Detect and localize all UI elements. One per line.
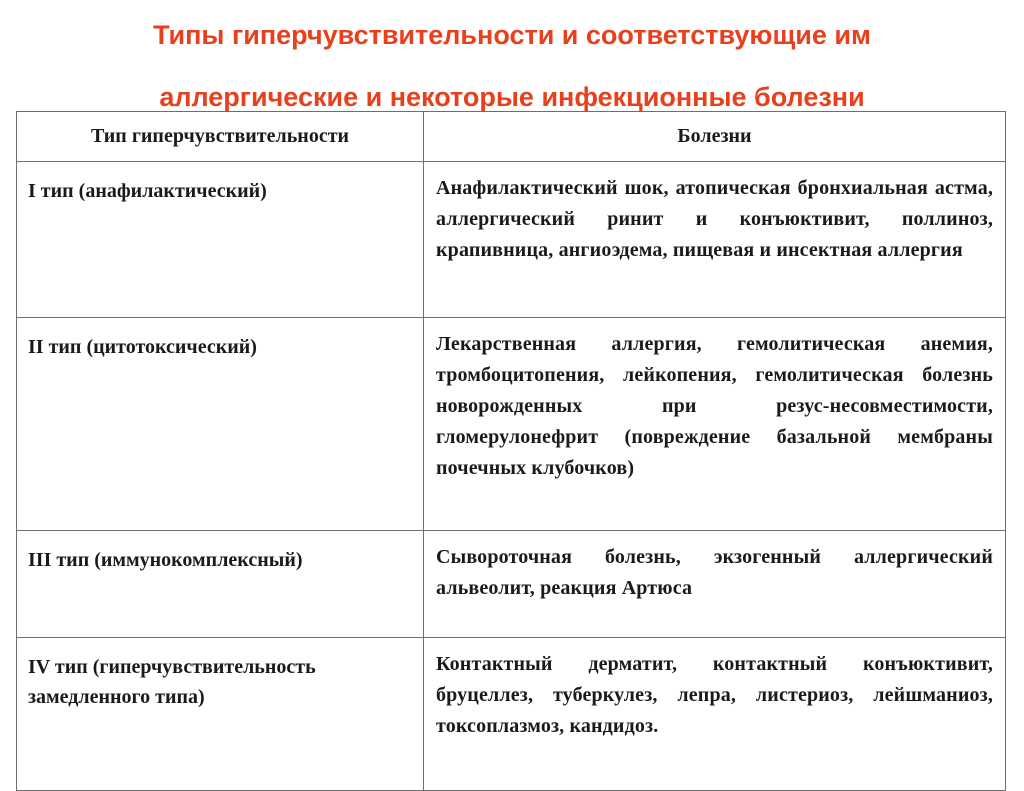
slide-title-line-1: Типы гиперчувствительности и соответствующие им xyxy=(153,20,871,50)
header-diseases: Болезни xyxy=(424,112,1006,162)
table-row xyxy=(17,162,1006,318)
table-row xyxy=(17,318,1006,531)
diseases-cell xyxy=(424,162,1006,318)
slide-title xyxy=(0,4,1024,128)
diseases-text: Лекарственная аллергия, гемолитическая анемия, тромбоцитопения, лейкопения, гемолитическая болезнь новорожденных при резус-несовместимости, гломерулонефрит (повреждение базальной мембраны почечных клубочков) xyxy=(436,333,993,479)
diseases-text: Анафилактический шок, атопическая бронхиальная астма, аллергический ринит и конъюктивит, поллиноз, крапивница, ангиоэдема, пищевая и инсектная аллергия xyxy=(436,177,993,261)
type-cell: I тип (анафилактический) xyxy=(17,162,424,318)
diseases-text: Контактный дерматит, контактный конъюктивит, бруцеллез, туберкулез, лепра, листериоз, лейшманиоз, токсоплазмоз, кандидоз. xyxy=(436,653,993,737)
diseases-cell xyxy=(424,318,1006,531)
type-cell: II тип (цитотоксический) xyxy=(17,318,424,531)
type-cell: III тип (иммунокомплексный) xyxy=(17,531,424,638)
header-type: Тип гиперчувствительности xyxy=(17,112,424,162)
table-row xyxy=(17,531,1006,638)
slide-title-line-2: аллергические и некоторые инфекционные болезни xyxy=(159,82,865,112)
table-row xyxy=(17,638,1006,791)
hypersensitivity-table xyxy=(16,111,1006,791)
type-cell: IV тип (гиперчувствительность замедленного типа) xyxy=(17,638,424,791)
diseases-cell xyxy=(424,531,1006,638)
diseases-text: Сывороточная болезнь, экзогенный аллергический альвеолит, реакция Артюса xyxy=(436,546,993,599)
table-header-row xyxy=(17,112,1006,162)
diseases-cell xyxy=(424,638,1006,791)
